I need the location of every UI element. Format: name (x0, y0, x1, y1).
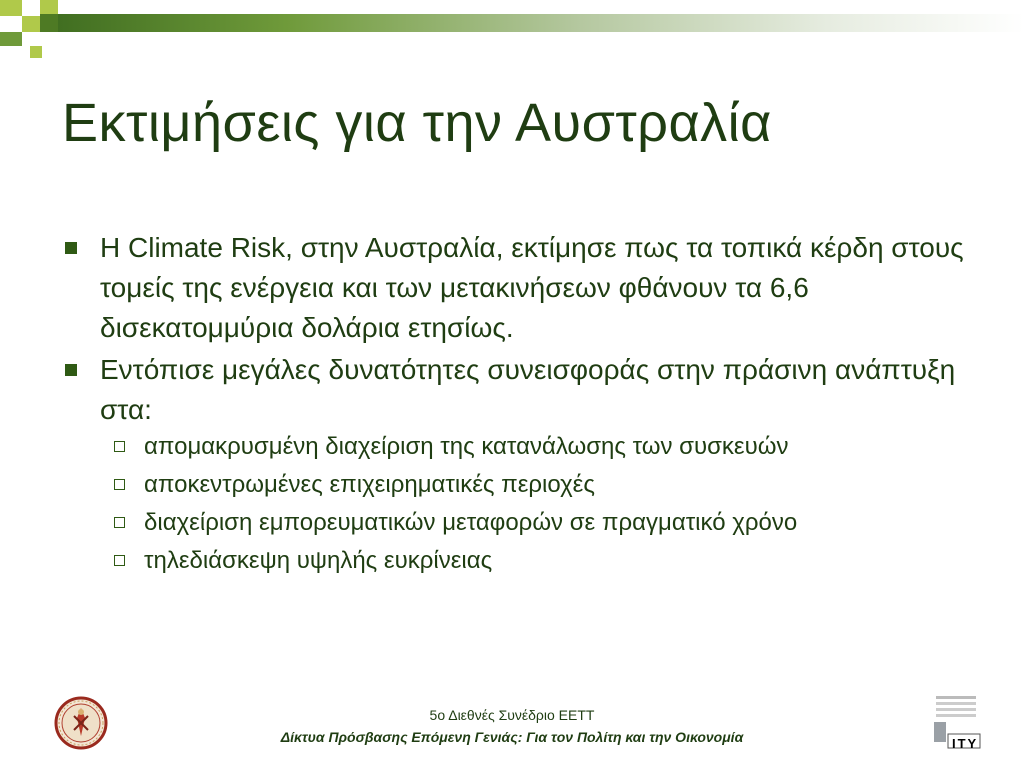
footer-subtitle: Δίκτυα Πρόσβασης Επόμενη Γενιάς: Για τον Πολίτη και την Οικονομία (280, 729, 744, 745)
deco-square (40, 0, 58, 14)
bullet-item (62, 228, 982, 348)
hollow-square-bullet-icon (114, 555, 125, 566)
deco-square (22, 32, 40, 46)
square-bullet-icon (65, 364, 77, 376)
bullet-list (62, 228, 982, 432)
slide-title: Εκτιμήσεις για την Αυστραλία (62, 93, 772, 153)
deco-square (0, 32, 22, 46)
sub-bullet-text: απομακρυσμένη διαχείριση της κατανάλωσης των συσκευών (144, 433, 789, 460)
square-bullet-icon (65, 242, 77, 254)
hollow-square-bullet-icon (114, 441, 125, 452)
header-gradient-band (40, 14, 1024, 32)
sub-bullet-list (62, 428, 982, 580)
deco-square (40, 14, 58, 32)
deco-square (22, 0, 40, 16)
footer (0, 704, 1024, 748)
sub-bullet-text: διαχείριση εμπορευματικών μεταφορών σε πραγματικό χρόνο (144, 509, 798, 536)
sub-bullet-item (62, 428, 982, 466)
hollow-square-bullet-icon (114, 479, 125, 490)
sub-bullet-text: αποκεντρωμένες επιχειρηματικές περιοχές (144, 471, 595, 498)
bullet-text: Εντόπισε μεγάλες δυνατότητες συνεισφοράς στην πράσινη ανάπτυξη στα: (100, 354, 956, 425)
hollow-square-bullet-icon (114, 517, 125, 528)
sub-bullet-item (62, 504, 982, 542)
deco-square (0, 16, 22, 32)
deco-square (30, 46, 42, 58)
deco-square (58, 0, 78, 14)
footer-conference: 5ο Διεθνές Συνέδριο ΕΕΤΤ (429, 707, 595, 723)
bullet-item (62, 350, 982, 430)
sub-bullet-item (62, 466, 982, 504)
deco-square (22, 16, 40, 32)
bullet-text: Η Climate Risk, στην Αυστραλία, εκτίμησε πως τα τοπικά κέρδη στους τομείς της ενέργεια και των μετακινήσεων φθάνουν τα 6,6 δισεκατομμύρια δολάρια ετησίως. (100, 232, 964, 343)
sub-bullet-item (62, 542, 982, 580)
ity-logo-text: ITY (952, 736, 979, 751)
deco-square (0, 0, 22, 16)
sub-bullet-text: τηλεδιάσκεψη υψηλής ευκρίνειας (144, 547, 493, 574)
